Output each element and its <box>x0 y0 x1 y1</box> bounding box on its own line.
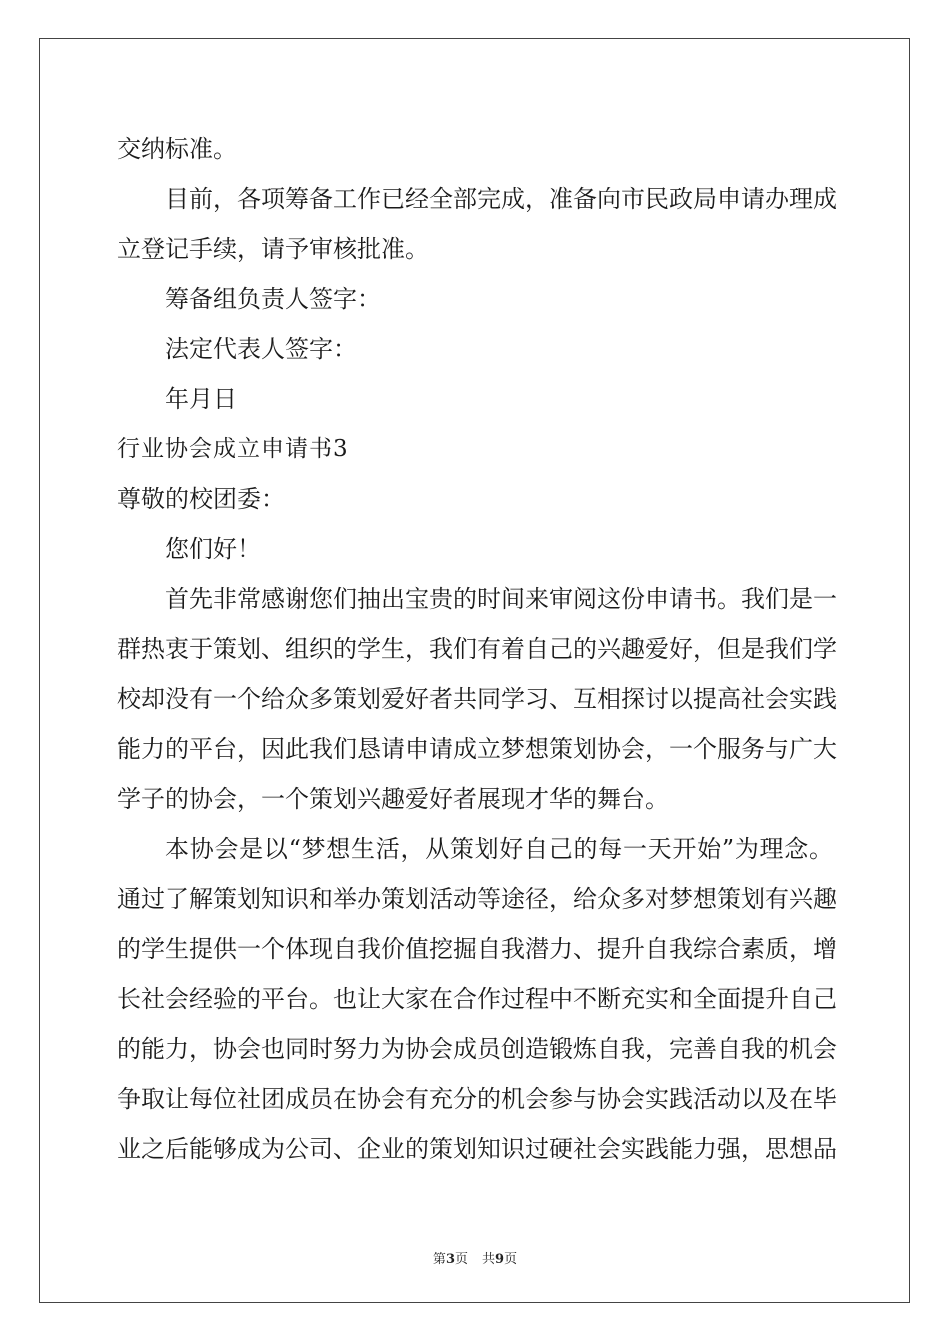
paragraph-line: 立登记手续，请予审核批准。 <box>117 235 429 263</box>
paragraph-line: 能力的平台，因此我们恳请申请成立梦想策划协会，一个服务与广大 <box>117 735 837 763</box>
footer-total-prefix: 共 <box>482 1252 496 1267</box>
footer-page-suffix: 页 <box>454 1252 468 1267</box>
footer-total-number: 9 <box>495 1252 505 1267</box>
paragraph-line: 长社会经验的平台。也让大家在合作过程中不断充实和全面提升自己 <box>117 985 837 1013</box>
footer-page-number: 3 <box>445 1252 455 1267</box>
paragraph-line: 学子的协会，一个策划兴趣爱好者展现才华的舞台。 <box>117 785 669 813</box>
paragraph-line: 首先非常感谢您们抽出宝贵的时间来审阅这份申请书。我们是一 <box>165 585 837 613</box>
paragraph-line: 目前，各项筹备工作已经全部完成，准备向市民政局申请办理成 <box>165 185 837 213</box>
date-line: 年月日 <box>165 385 237 413</box>
page-footer <box>0 1248 950 1267</box>
salutation: 尊敬的校团委： <box>117 485 285 513</box>
footer-page-prefix: 第 <box>432 1252 446 1267</box>
paragraph-line: 校却没有一个给众多策划爱好者共同学习、互相探讨以提高社会实践 <box>117 685 837 713</box>
paragraph-line: 通过了解策划知识和举办策划活动等途径，给众多对梦想策划有兴趣 <box>117 885 837 913</box>
paragraph-line: 群热衷于策划、组织的学生，我们有着自己的兴趣爱好，但是我们学 <box>117 635 837 663</box>
paragraph-line: 争取让每位社团成员在协会有充分的机会参与协会实践活动以及在毕 <box>117 1085 837 1113</box>
section-title: 行业协会成立申请书3 <box>117 436 349 462</box>
signature-line-representative: 法定代表人签字： <box>165 335 357 363</box>
paragraph-line: 的能力，协会也同时努力为协会成员创造锻炼自我，完善自我的机会 <box>117 1035 837 1063</box>
document-body <box>117 124 837 1174</box>
footer-total-suffix: 页 <box>504 1252 518 1267</box>
paragraph-line: 交纳标准。 <box>117 135 237 163</box>
paragraph-line: 的学生提供一个体现自我价值挖掘自我潜力、提升自我综合素质，增 <box>117 935 837 963</box>
paragraph-line: 业之后能够成为公司、企业的策划知识过硬社会实践能力强，思想品 <box>117 1135 837 1163</box>
greeting: 您们好！ <box>165 535 261 563</box>
signature-line-leader: 筹备组负责人签字： <box>165 285 381 313</box>
paragraph-line: 本协会是以“梦想生活，从策划好自己的每一天开始”为理念。 <box>165 835 833 863</box>
